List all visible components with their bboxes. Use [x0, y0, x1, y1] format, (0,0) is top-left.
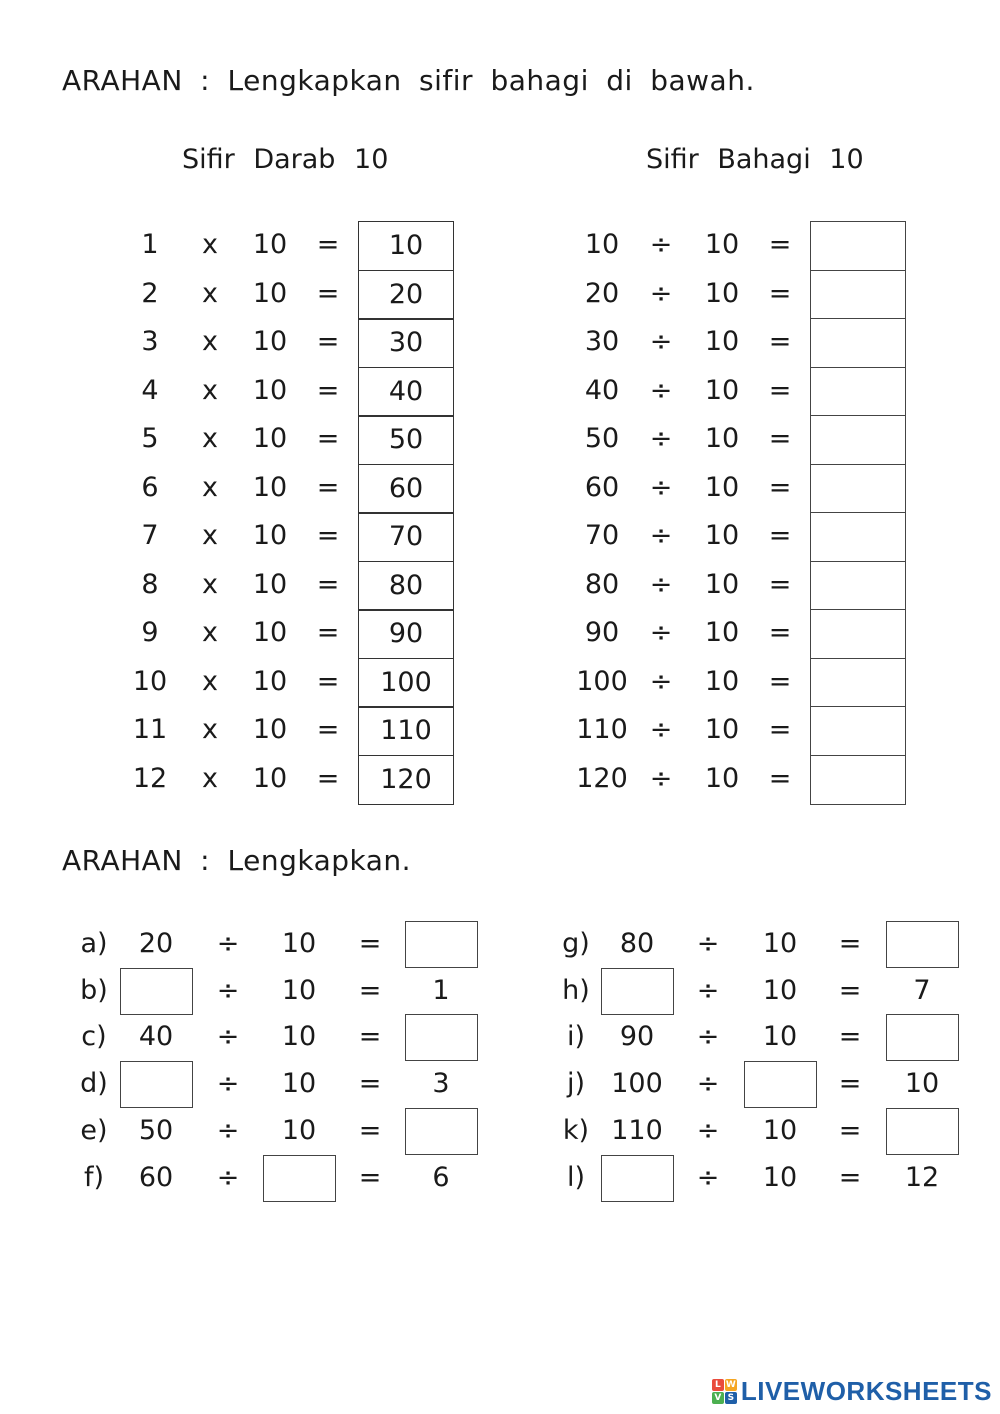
mult-result-box: 10 — [358, 221, 454, 271]
exercise-divisor-input[interactable] — [263, 1155, 336, 1202]
div-dividend: 100 — [576, 665, 628, 697]
mult-multiplier: 10 — [252, 471, 288, 503]
divide-sign: ÷ — [696, 1114, 720, 1146]
divide-sign: ÷ — [649, 423, 673, 454]
mult-multiplier: 10 — [252, 423, 288, 454]
div-divisor: 10 — [704, 229, 740, 260]
equals-sign: = — [768, 568, 792, 600]
divide-sign: ÷ — [696, 1021, 720, 1053]
equals-sign: = — [768, 520, 792, 551]
equals-sign: = — [838, 928, 862, 959]
logo-tile: L — [712, 1379, 724, 1391]
div-answer-input[interactable] — [810, 464, 906, 514]
mult-result-box: 100 — [358, 658, 454, 708]
times-sign: x — [202, 423, 218, 454]
divide-sign: ÷ — [696, 1068, 720, 1100]
equals-sign: = — [316, 520, 340, 551]
logo-tile: V — [712, 1392, 724, 1404]
div-answer-input[interactable] — [810, 609, 906, 659]
div-divisor: 10 — [704, 471, 740, 503]
exercise-answer: 6 — [432, 1161, 450, 1193]
exercise-label: j) — [566, 1068, 586, 1100]
divide-sign: ÷ — [649, 471, 673, 503]
divide-sign: ÷ — [649, 568, 673, 600]
exercise-dividend: 40 — [138, 1021, 174, 1053]
equals-sign: = — [316, 374, 340, 406]
divide-sign: ÷ — [696, 1161, 720, 1193]
exercise-dividend: 80 — [619, 928, 655, 959]
divide-sign: ÷ — [649, 229, 673, 260]
divide-sign: ÷ — [649, 617, 673, 648]
multiplication-table-title: Sifir Darab 10 — [182, 144, 389, 175]
mult-operand: 4 — [141, 374, 159, 406]
mult-result-box: 60 — [358, 464, 454, 514]
exercise-label: b) — [80, 974, 108, 1006]
div-dividend: 30 — [584, 326, 620, 357]
exercise-divisor: 10 — [762, 1161, 798, 1193]
exercise-answer: 1 — [432, 974, 450, 1006]
exercise-answer: 10 — [904, 1068, 940, 1100]
equals-sign: = — [838, 1161, 862, 1193]
mult-operand: 12 — [132, 762, 168, 794]
divide-sign: ÷ — [216, 974, 240, 1006]
times-sign: x — [202, 229, 218, 260]
div-answer-input[interactable] — [810, 658, 906, 708]
mult-operand: 10 — [132, 665, 168, 697]
times-sign: x — [202, 617, 218, 648]
divide-sign: ÷ — [649, 374, 673, 406]
exercise-answer-input[interactable] — [405, 1108, 478, 1155]
exercise-divisor: 10 — [762, 1021, 798, 1053]
mult-multiplier: 10 — [252, 762, 288, 794]
mult-multiplier: 10 — [252, 568, 288, 600]
div-dividend: 120 — [576, 762, 628, 794]
divide-sign: ÷ — [696, 928, 720, 959]
equals-sign: = — [768, 762, 792, 794]
div-dividend: 20 — [584, 277, 620, 309]
divide-sign: ÷ — [216, 928, 240, 959]
times-sign: x — [202, 520, 218, 551]
instruction-heading-2: ARAHAN : Lengkapkan. — [62, 844, 412, 877]
divide-sign: ÷ — [649, 520, 673, 551]
mult-result-box: 110 — [358, 706, 454, 756]
equals-sign: = — [768, 617, 792, 648]
equals-sign: = — [768, 277, 792, 309]
divide-sign: ÷ — [649, 714, 673, 745]
exercise-label: e) — [80, 1114, 108, 1146]
exercise-divisor: 10 — [762, 974, 798, 1006]
mult-operand: 5 — [141, 423, 159, 454]
exercise-answer-input[interactable] — [405, 921, 478, 968]
exercise-answer: 3 — [432, 1068, 450, 1100]
exercise-label: d) — [80, 1068, 108, 1100]
divide-sign: ÷ — [649, 326, 673, 357]
mult-multiplier: 10 — [252, 520, 288, 551]
mult-multiplier: 10 — [252, 277, 288, 309]
exercise-dividend-input[interactable] — [120, 968, 193, 1015]
exercise-label: k) — [562, 1114, 590, 1146]
equals-sign: = — [768, 714, 792, 745]
equals-sign: = — [316, 617, 340, 648]
mult-multiplier: 10 — [252, 617, 288, 648]
divide-sign: ÷ — [216, 1021, 240, 1053]
mult-result-box: 80 — [358, 561, 454, 611]
mult-result-box: 20 — [358, 270, 454, 320]
mult-operand: 9 — [141, 617, 159, 648]
exercise-label: f) — [83, 1161, 105, 1193]
equals-sign: = — [838, 1114, 862, 1146]
equals-sign: = — [768, 229, 792, 260]
times-sign: x — [202, 326, 218, 357]
div-answer-input[interactable] — [810, 512, 906, 562]
mult-operand: 2 — [141, 277, 159, 309]
exercise-answer: 12 — [904, 1161, 940, 1193]
div-answer-input[interactable] — [810, 221, 906, 271]
exercise-divisor: 10 — [281, 1021, 317, 1053]
exercise-divisor: 10 — [281, 1114, 317, 1146]
division-table-title: Sifir Bahagi 10 — [646, 144, 864, 175]
equals-sign: = — [768, 423, 792, 454]
exercise-dividend: 90 — [619, 1021, 655, 1053]
equals-sign: = — [358, 928, 382, 959]
mult-operand: 6 — [141, 471, 159, 503]
mult-result-box: 70 — [358, 512, 454, 562]
equals-sign: = — [316, 762, 340, 794]
div-dividend: 60 — [584, 471, 620, 503]
equals-sign: = — [316, 277, 340, 309]
exercise-label: a) — [80, 928, 108, 959]
times-sign: x — [202, 277, 218, 309]
exercise-dividend: 100 — [611, 1068, 663, 1100]
instruction-heading-1: ARAHAN : Lengkapkan sifir bahagi di bawah. — [62, 64, 755, 97]
mult-multiplier: 10 — [252, 714, 288, 745]
divide-sign: ÷ — [216, 1114, 240, 1146]
mult-operand: 7 — [141, 520, 159, 551]
mult-result-box: 120 — [358, 755, 454, 805]
equals-sign: = — [768, 471, 792, 503]
exercise-dividend-input[interactable] — [601, 1155, 674, 1202]
equals-sign: = — [316, 423, 340, 454]
equals-sign: = — [838, 1021, 862, 1053]
exercise-answer: 7 — [913, 974, 931, 1006]
div-dividend: 50 — [584, 423, 620, 454]
equals-sign: = — [838, 1068, 862, 1100]
equals-sign: = — [316, 471, 340, 503]
div-answer-input[interactable] — [810, 561, 906, 611]
divide-sign: ÷ — [696, 974, 720, 1006]
equals-sign: = — [316, 568, 340, 600]
exercise-label: g) — [562, 928, 590, 959]
exercise-answer-input[interactable] — [886, 1108, 959, 1155]
mult-operand: 11 — [132, 714, 168, 745]
equals-sign: = — [358, 974, 382, 1006]
equals-sign: = — [768, 326, 792, 357]
equals-sign: = — [768, 665, 792, 697]
exercise-answer-input[interactable] — [886, 921, 959, 968]
mult-operand: 3 — [141, 326, 159, 357]
times-sign: x — [202, 665, 218, 697]
div-answer-input[interactable] — [810, 755, 906, 805]
exercise-answer-input[interactable] — [405, 1014, 478, 1061]
exercise-divisor-input[interactable] — [744, 1061, 817, 1108]
exercise-label: i) — [566, 1021, 586, 1053]
div-dividend: 40 — [584, 374, 620, 406]
exercise-divisor: 10 — [762, 1114, 798, 1146]
mult-multiplier: 10 — [252, 326, 288, 357]
equals-sign: = — [358, 1161, 382, 1193]
div-divisor: 10 — [704, 277, 740, 309]
mult-operand: 1 — [141, 229, 159, 260]
exercise-divisor: 10 — [281, 1068, 317, 1100]
mult-operand: 8 — [141, 568, 159, 600]
div-answer-input[interactable] — [810, 706, 906, 756]
equals-sign: = — [358, 1021, 382, 1053]
div-divisor: 10 — [704, 762, 740, 794]
exercise-dividend-input[interactable] — [120, 1061, 193, 1108]
exercise-label: c) — [81, 1021, 107, 1053]
exercise-dividend-input[interactable] — [601, 968, 674, 1015]
exercise-dividend: 20 — [138, 928, 174, 959]
mult-multiplier: 10 — [252, 229, 288, 260]
times-sign: x — [202, 374, 218, 406]
div-divisor: 10 — [704, 714, 740, 745]
divide-sign: ÷ — [649, 665, 673, 697]
div-answer-input[interactable] — [810, 415, 906, 465]
mult-multiplier: 10 — [252, 665, 288, 697]
exercise-divisor: 10 — [281, 974, 317, 1006]
divide-sign: ÷ — [216, 1161, 240, 1193]
exercise-label: l) — [566, 1161, 586, 1193]
exercise-dividend: 50 — [138, 1114, 174, 1146]
div-dividend: 70 — [584, 520, 620, 551]
liveworksheets-brand — [712, 1376, 992, 1406]
div-dividend: 80 — [584, 568, 620, 600]
exercise-divisor: 10 — [762, 928, 798, 959]
equals-sign: = — [316, 665, 340, 697]
exercise-dividend: 110 — [611, 1114, 663, 1146]
exercise-answer-input[interactable] — [886, 1014, 959, 1061]
logo-tile: W — [725, 1379, 736, 1390]
mult-result-box: 30 — [358, 318, 454, 368]
div-answer-input[interactable] — [810, 367, 906, 417]
divide-sign: ÷ — [649, 762, 673, 794]
exercise-divisor: 10 — [281, 928, 317, 959]
div-dividend: 110 — [576, 714, 628, 745]
mult-result-box: 50 — [358, 415, 454, 465]
times-sign: x — [202, 714, 218, 745]
exercise-label: h) — [562, 974, 590, 1006]
equals-sign: = — [358, 1114, 382, 1146]
div-dividend: 10 — [584, 229, 620, 260]
div-divisor: 10 — [704, 374, 740, 406]
divide-sign: ÷ — [216, 1068, 240, 1100]
mult-result-box: 90 — [358, 609, 454, 659]
mult-result-box: 40 — [358, 367, 454, 417]
div-divisor: 10 — [704, 423, 740, 454]
div-divisor: 10 — [704, 617, 740, 648]
equals-sign: = — [316, 229, 340, 260]
div-divisor: 10 — [704, 665, 740, 697]
equals-sign: = — [316, 326, 340, 357]
div-answer-input[interactable] — [810, 270, 906, 320]
div-divisor: 10 — [704, 568, 740, 600]
times-sign: x — [202, 471, 218, 503]
brand-text: LIVEWORKSHEETS — [740, 1375, 992, 1406]
times-sign: x — [202, 762, 218, 794]
div-answer-input[interactable] — [810, 318, 906, 368]
div-dividend: 90 — [584, 617, 620, 648]
exercise-dividend: 60 — [138, 1161, 174, 1193]
equals-sign: = — [838, 974, 862, 1006]
liveworksheets-logo — [712, 1379, 737, 1404]
equals-sign: = — [768, 374, 792, 406]
logo-tile: S — [725, 1392, 737, 1404]
equals-sign: = — [316, 714, 340, 745]
equals-sign: = — [358, 1068, 382, 1100]
divide-sign: ÷ — [649, 277, 673, 309]
times-sign: x — [202, 568, 218, 600]
mult-multiplier: 10 — [252, 374, 288, 406]
div-divisor: 10 — [704, 520, 740, 551]
div-divisor: 10 — [704, 326, 740, 357]
